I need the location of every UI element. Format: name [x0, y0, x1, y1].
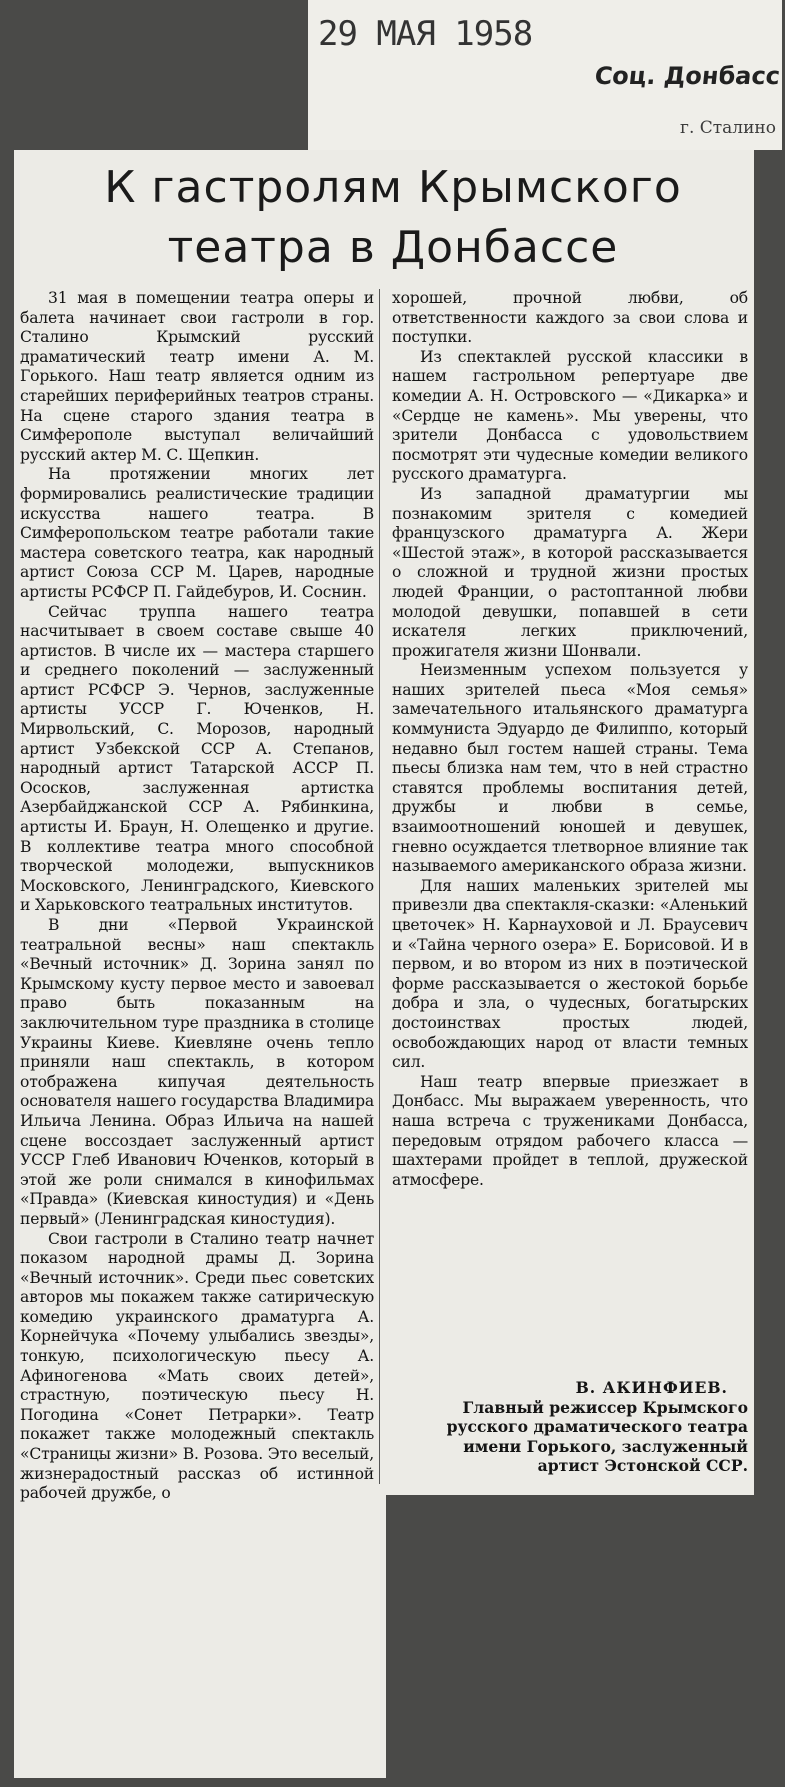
date-stamp: 29 МАЯ 1958	[318, 14, 533, 54]
article-headline	[22, 158, 764, 278]
paragraph: В дни «Первой Украинской театральной весны» наш спектакль «Вечный источник» Д. Зорина занял по Крымскому кусту первое место и завоевал право быть показанным на заключительном туре праздника в столице Украины Киеве. Киевляне очень тепло приняли наш спектакль, в котором отображена кипучая деятельность основателя нашего государства Владимира Ильича Ленина. Образ Ильича на нашей сцене воссоздает заслуженный артист УССР Глеб Иванович Юченков, который в этой же роли снимался в кинофильмах «Правда» (Киевская киностудия) и «День первый» (Ленинградская киностудия).	[20, 916, 374, 1228]
headline-line-1: К гастролям Крымского	[104, 162, 682, 213]
newspaper-name-stamp: Соц. Донбасс	[593, 62, 782, 90]
author-name: В. АКИНФИЕВ.	[575, 1378, 728, 1397]
article-column-1	[20, 289, 374, 1504]
paragraph: 31 мая в помещении театра оперы и балета начинает свои гастроли в гор. Сталино Крымский русский драматический театр имени А. М. Горького. Наш театр является одним из старейших периферийных театров страны. На сцене старого здания театра в Симферополе выступал величайший русский актер М. С. Щепкин.	[20, 289, 374, 464]
paragraph: Наш театр впервые приезжает в Донбасс. Мы выражаем уверенность, что наша встреча с тружениками Донбасса, передовым отрядом рабочего класса — шахтерами пройдет в теплой, дружеской атмосфере.	[392, 1072, 748, 1189]
paragraph: хорошей, прочной любви, об ответственности каждого за свои слова и поступки.	[392, 289, 748, 347]
article-column-2	[392, 289, 748, 1190]
paragraph: На протяжении многих лет формировались реалистические традиции искусства нашего театра. В Симферопольском театре работали такие мастера советского театра, как народный артист Союза ССР М. Царев, народные артисты РСФСР П. Гайдебуров, И. Соснин.	[20, 465, 374, 601]
paragraph: Из западной драматургии мы познакомим зрителя с комедией французского драматурга А. Жери «Шестой этаж», в которой рассказывается о сложной и трудной жизни простых людей Франции, о растоптанной любви молодой девушки, попавшей в сети искателя легких приключений, прожигателя жизни Шонвали.	[392, 484, 748, 660]
paragraph: Сейчас труппа нашего театра насчитывает в своем составе свыше 40 артистов. В числе их — мастера старшего и среднего поколений — заслуженный артист РСФСР Э. Чернов, заслуженные артисты УССР Г. Юченков, Н. Мирвольский, С. Морозов, народный артист Узбекской ССР А. Степанов, народный артист Татарской АССР П. Ососков, заслуженная артистка Азербайджанской ССР А. Рябинкина, артисты И. Браун, Н. Олещенко и другие. В коллективе театра много способной творческой молодежи, выпускников Московского, Ленинградского, Киевского и Харьковского театральных институтов.	[20, 602, 374, 915]
column-rule	[379, 289, 380, 1484]
paragraph: Из спектаклей русской классики в нашем гастрольном репертуаре две комедии А. Н. Островского — «Дикарка» и «Сердце не камень». Мы уверены, что зрители Донбасса с удовольствием посмотрят эти чудесные комедии великого русского драматурга.	[392, 347, 748, 484]
author-signature	[392, 1378, 748, 1476]
headline-line-2: театра в Донбассе	[167, 222, 619, 273]
author-title: Главный режиссер Крымского русского драматического театра имени Горького, заслуженный артист Эстонской ССР.	[446, 1397, 748, 1476]
paragraph: Свои гастроли в Сталино театр начнет показом народной драмы Д. Зорина «Вечный источник». Среди пьес советских авторов мы покажем также сатирическую комедию украинского драматурга А. Корнейчука «Почему улыбались звезды», тонкую, психологическую пьесу А. Афиногенова «Мать своих детей», страстную, поэтическую пьесу Н. Погодина «Сонет Петрарки». Театр покажет также молодежный спектакль «Страницы жизни» В. Розова. Это веселый, жизнерадостный рассказ об истинной рабочей дружбе, о	[20, 1229, 374, 1503]
city-stamp: г. Сталино	[680, 118, 776, 138]
paragraph: Для наших маленьких зрителей мы привезли два спектакля-сказки: «Аленький цветочек» Н. Карнауховой и Л. Браусевич и «Тайна черного озера» Е. Борисовой. И в первом, и во втором из них в поэтической форме рассказывается о жестокой борьбе добра и зла, о чудесных, богатырских достоинствах простых людей, освобождающих народ от власти темных сил.	[392, 876, 748, 1072]
paragraph: Неизменным успехом пользуется у наших зрителей пьеса «Моя семья» замечательного итальянского драматурга коммуниста Эдуардо де Филиппо, который недавно был гостем нашей страны. Тема пьесы близка нам тем, что в ней страстно ставятся проблемы воспитания детей, дружбы и любви в семье, взаимоотношений юношей и девушек, гневно осуждается тлетворное влияние так называемого американского образа жизни.	[392, 661, 748, 876]
